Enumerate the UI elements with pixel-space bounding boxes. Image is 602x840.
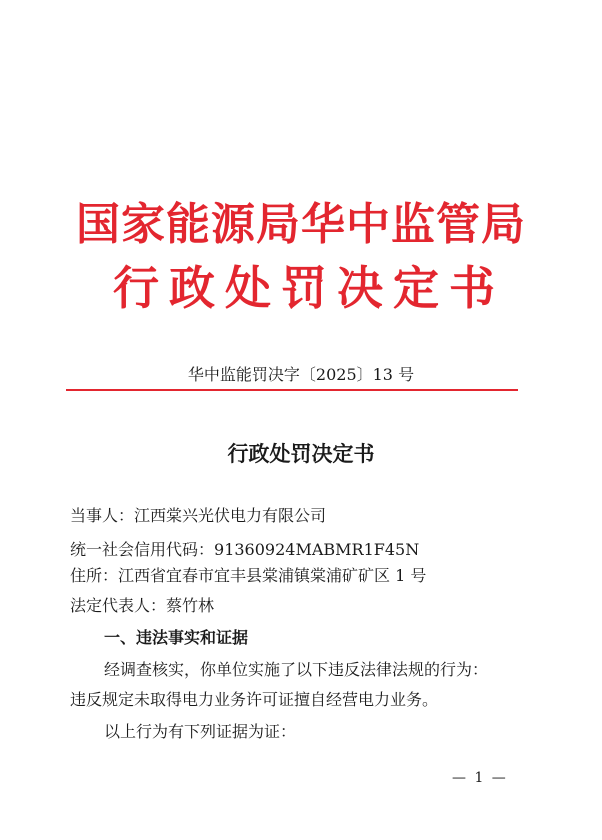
credit-code-line [70,540,419,560]
paragraph-3: 以上行为有下列证据为证： [104,722,297,741]
address-line [70,566,426,586]
legal-representative-line [70,596,214,616]
address-value: 江西省宜春市宜丰县棠浦镇棠浦矿矿区 1 号 [118,566,427,585]
issuing-authority-title: 国家能源局华中监管局 [76,199,526,250]
legal-representative-label: 法定代表人： [70,596,167,615]
page-number: — 1 — [452,770,508,786]
document-type-title: 行政处罚决定书 [113,261,505,315]
paragraph-2: 违反规定未取得电力业务许可证擅自经营电力业务。 [70,690,439,709]
party-label: 当事人： [70,506,135,525]
red-divider-line [66,389,518,391]
section-heading: 一、违法事实和证据 [104,628,249,647]
party-value: 江西棠兴光伏电力有限公司 [134,506,327,525]
paragraph-1: 经调查核实，你单位实施了以下违反法律法规的行为： [104,660,489,679]
credit-code-label: 统一社会信用代码： [70,540,215,559]
document-number: 华中监能罚决字〔2025〕13 号 [187,365,415,384]
party-line [70,506,326,526]
credit-code-value: 91360924MABMR1F45N [214,540,420,559]
address-label: 住所： [70,566,119,585]
document-title: 行政处罚决定书 [227,441,375,466]
legal-representative-value: 蔡竹林 [166,596,215,615]
